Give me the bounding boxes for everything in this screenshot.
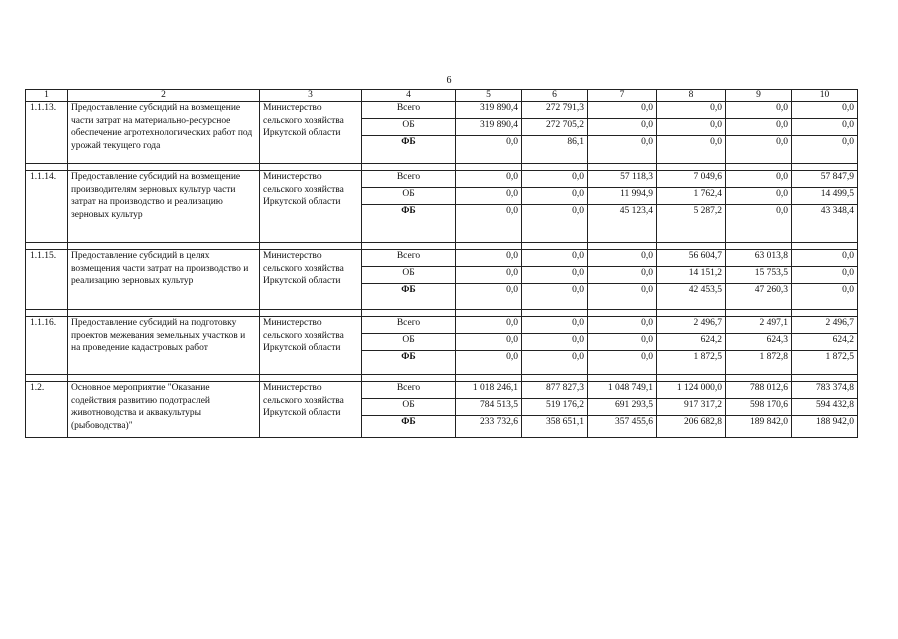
row-value: 0,0 — [726, 188, 792, 205]
row-name: Основное мероприятие "Оказание содействия развитию подотраслей животноводства и аквакультуры (рыбоводства)" — [68, 382, 260, 438]
spacer-cell — [657, 310, 726, 317]
row-value: 47 260,3 — [726, 284, 792, 310]
row-value: 2 496,7 — [657, 317, 726, 334]
row-code: 1.1.13. — [26, 102, 68, 164]
spacer-cell — [792, 164, 858, 171]
row-value: 0,0 — [456, 267, 522, 284]
row-executor: Министерство сельского хозяйства Иркутской области — [260, 250, 362, 310]
spacer-cell — [726, 310, 792, 317]
row-value: 0,0 — [792, 250, 858, 267]
row-code: 1.1.15. — [26, 250, 68, 310]
row-value: 519 176,2 — [522, 399, 588, 416]
spacer-cell — [726, 375, 792, 382]
row-source: Всего — [362, 317, 456, 334]
row-spacer — [26, 243, 858, 250]
row-value: 1 872,5 — [657, 351, 726, 375]
row-value: 1 124 000,0 — [657, 382, 726, 399]
row-value: 0,0 — [522, 250, 588, 267]
row-value: 0,0 — [588, 317, 657, 334]
row-value: 2 497,1 — [726, 317, 792, 334]
spacer-cell — [362, 310, 456, 317]
row-value: 0,0 — [657, 119, 726, 136]
row-value: 56 604,7 — [657, 250, 726, 267]
row-value: 0,0 — [726, 171, 792, 188]
spacer-cell — [456, 243, 522, 250]
row-value: 0,0 — [792, 119, 858, 136]
row-value: 624,2 — [792, 334, 858, 351]
row-source: ФБ — [362, 205, 456, 243]
row-value: 188 942,0 — [792, 416, 858, 438]
row-value: 0,0 — [726, 102, 792, 119]
col-header: 5 — [456, 90, 522, 102]
row-value: 0,0 — [588, 334, 657, 351]
row-value: 0,0 — [588, 102, 657, 119]
row-value: 0,0 — [792, 267, 858, 284]
header-row — [26, 90, 858, 102]
row-source: Всего — [362, 250, 456, 267]
row-value: 0,0 — [588, 267, 657, 284]
col-header: 7 — [588, 90, 657, 102]
row-source: ОБ — [362, 188, 456, 205]
spacer-cell — [260, 164, 362, 171]
row-name: Предоставление субсидий на возмещение части затрат на материально-ресурсное обеспечение агротехнологических работ под урожай текущего года — [68, 102, 260, 164]
spacer-cell — [522, 243, 588, 250]
row-value: 357 455,6 — [588, 416, 657, 438]
row-value: 1 018 246,1 — [456, 382, 522, 399]
spacer-cell — [792, 243, 858, 250]
spacer-cell — [260, 375, 362, 382]
col-header: 10 — [792, 90, 858, 102]
spacer-cell — [522, 310, 588, 317]
row-value: 42 453,5 — [657, 284, 726, 310]
spacer-cell — [726, 243, 792, 250]
table-row — [26, 382, 858, 399]
row-value: 1 872,5 — [792, 351, 858, 375]
col-header: 3 — [260, 90, 362, 102]
spacer-cell — [362, 243, 456, 250]
row-value: 206 682,8 — [657, 416, 726, 438]
row-spacer — [26, 375, 858, 382]
spacer-cell — [26, 310, 68, 317]
row-value: 0,0 — [456, 351, 522, 375]
col-header: 8 — [657, 90, 726, 102]
spacer-cell — [260, 310, 362, 317]
row-value: 14 151,2 — [657, 267, 726, 284]
spacer-cell — [26, 375, 68, 382]
row-value: 0,0 — [522, 267, 588, 284]
row-executor: Министерство сельского хозяйства Иркутской области — [260, 102, 362, 164]
row-value: 189 842,0 — [726, 416, 792, 438]
row-value: 0,0 — [726, 205, 792, 243]
row-source: Всего — [362, 382, 456, 399]
row-value: 0,0 — [726, 136, 792, 164]
row-value: 0,0 — [792, 284, 858, 310]
col-header: 2 — [68, 90, 260, 102]
row-executor: Министерство сельского хозяйства Иркутской области — [260, 382, 362, 438]
row-source: ФБ — [362, 284, 456, 310]
row-executor: Министерство сельского хозяйства Иркутской области — [260, 171, 362, 243]
row-value: 0,0 — [588, 119, 657, 136]
col-header: 6 — [522, 90, 588, 102]
row-value: 0,0 — [588, 250, 657, 267]
col-header: 4 — [362, 90, 456, 102]
row-value: 0,0 — [588, 136, 657, 164]
row-source: Всего — [362, 102, 456, 119]
spacer-cell — [588, 375, 657, 382]
row-value: 0,0 — [522, 205, 588, 243]
spacer-cell — [522, 164, 588, 171]
table-row — [26, 250, 858, 267]
row-value: 0,0 — [522, 317, 588, 334]
spacer-cell — [456, 375, 522, 382]
row-value: 358 651,1 — [522, 416, 588, 438]
row-value: 0,0 — [456, 334, 522, 351]
budget-table — [25, 89, 858, 438]
row-value: 0,0 — [588, 284, 657, 310]
spacer-cell — [26, 164, 68, 171]
row-value: 691 293,5 — [588, 399, 657, 416]
row-source: ФБ — [362, 416, 456, 438]
row-value: 1 048 749,1 — [588, 382, 657, 399]
row-value: 57 847,9 — [792, 171, 858, 188]
spacer-cell — [657, 243, 726, 250]
spacer-cell — [362, 375, 456, 382]
row-source: ФБ — [362, 351, 456, 375]
spacer-cell — [588, 164, 657, 171]
spacer-cell — [657, 164, 726, 171]
row-value: 319 890,4 — [456, 119, 522, 136]
row-source: ФБ — [362, 136, 456, 164]
spacer-cell — [456, 164, 522, 171]
spacer-cell — [456, 310, 522, 317]
spacer-cell — [657, 375, 726, 382]
row-value: 0,0 — [588, 351, 657, 375]
row-value: 45 123,4 — [588, 205, 657, 243]
row-value: 0,0 — [456, 284, 522, 310]
row-source: ОБ — [362, 399, 456, 416]
row-value: 1 872,8 — [726, 351, 792, 375]
col-header: 9 — [726, 90, 792, 102]
spacer-cell — [588, 243, 657, 250]
row-value: 0,0 — [456, 188, 522, 205]
row-spacer — [26, 164, 858, 171]
spacer-cell — [260, 243, 362, 250]
table-row — [26, 171, 858, 188]
row-value: 2 496,7 — [792, 317, 858, 334]
row-value: 0,0 — [456, 171, 522, 188]
row-name: Предоставление субсидий на подготовку проектов межевания земельных участков и на проведение кадастровых работ — [68, 317, 260, 375]
row-value: 0,0 — [456, 317, 522, 334]
spacer-cell — [792, 375, 858, 382]
spacer-cell — [26, 243, 68, 250]
spacer-cell — [588, 310, 657, 317]
row-value: 0,0 — [456, 250, 522, 267]
row-value: 233 732,6 — [456, 416, 522, 438]
col-header: 1 — [26, 90, 68, 102]
row-value: 63 013,8 — [726, 250, 792, 267]
row-value: 0,0 — [792, 136, 858, 164]
row-value: 272 791,3 — [522, 102, 588, 119]
row-value: 0,0 — [726, 119, 792, 136]
row-source: ОБ — [362, 334, 456, 351]
page-number: 6 — [446, 75, 452, 86]
spacer-cell — [68, 375, 260, 382]
row-value: 319 890,4 — [456, 102, 522, 119]
row-value: 1 762,4 — [657, 188, 726, 205]
row-value: 624,2 — [657, 334, 726, 351]
spacer-cell — [68, 164, 260, 171]
row-name: Предоставление субсидий на возмещение производителям зерновых культур части затрат на производство и реализацию зерновых культур — [68, 171, 260, 243]
row-value: 0,0 — [522, 284, 588, 310]
row-value: 0,0 — [522, 188, 588, 205]
row-source: ОБ — [362, 267, 456, 284]
row-value: 14 499,5 — [792, 188, 858, 205]
row-value: 594 432,8 — [792, 399, 858, 416]
row-code: 1.1.16. — [26, 317, 68, 375]
row-value: 877 827,3 — [522, 382, 588, 399]
row-value: 57 118,3 — [588, 171, 657, 188]
row-value: 0,0 — [522, 351, 588, 375]
row-value: 11 994,9 — [588, 188, 657, 205]
row-value: 0,0 — [456, 205, 522, 243]
row-spacer — [26, 310, 858, 317]
row-value: 43 348,4 — [792, 205, 858, 243]
row-value: 0,0 — [456, 136, 522, 164]
row-value: 86,1 — [522, 136, 588, 164]
row-value: 0,0 — [657, 136, 726, 164]
row-source: ОБ — [362, 119, 456, 136]
row-value: 7 049,6 — [657, 171, 726, 188]
table-row — [26, 317, 858, 334]
row-name: Предоставление субсидий в целях возмещения части затрат на производство и реализацию зерновых культур — [68, 250, 260, 310]
row-value: 917 317,2 — [657, 399, 726, 416]
spacer-cell — [522, 375, 588, 382]
row-value: 0,0 — [657, 102, 726, 119]
row-value: 624,3 — [726, 334, 792, 351]
row-executor: Министерство сельского хозяйства Иркутской области — [260, 317, 362, 375]
row-value: 0,0 — [522, 171, 588, 188]
spacer-cell — [362, 164, 456, 171]
row-value: 5 287,2 — [657, 205, 726, 243]
row-value: 15 753,5 — [726, 267, 792, 284]
row-source: Всего — [362, 171, 456, 188]
spacer-cell — [68, 243, 260, 250]
row-code: 1.2. — [26, 382, 68, 438]
table-row — [26, 102, 858, 119]
row-value: 0,0 — [792, 102, 858, 119]
spacer-cell — [68, 310, 260, 317]
spacer-cell — [792, 310, 858, 317]
row-value: 272 705,2 — [522, 119, 588, 136]
row-code: 1.1.14. — [26, 171, 68, 243]
row-value: 0,0 — [522, 334, 588, 351]
row-value: 784 513,5 — [456, 399, 522, 416]
row-value: 783 374,8 — [792, 382, 858, 399]
spacer-cell — [726, 164, 792, 171]
row-value: 598 170,6 — [726, 399, 792, 416]
row-value: 788 012,6 — [726, 382, 792, 399]
